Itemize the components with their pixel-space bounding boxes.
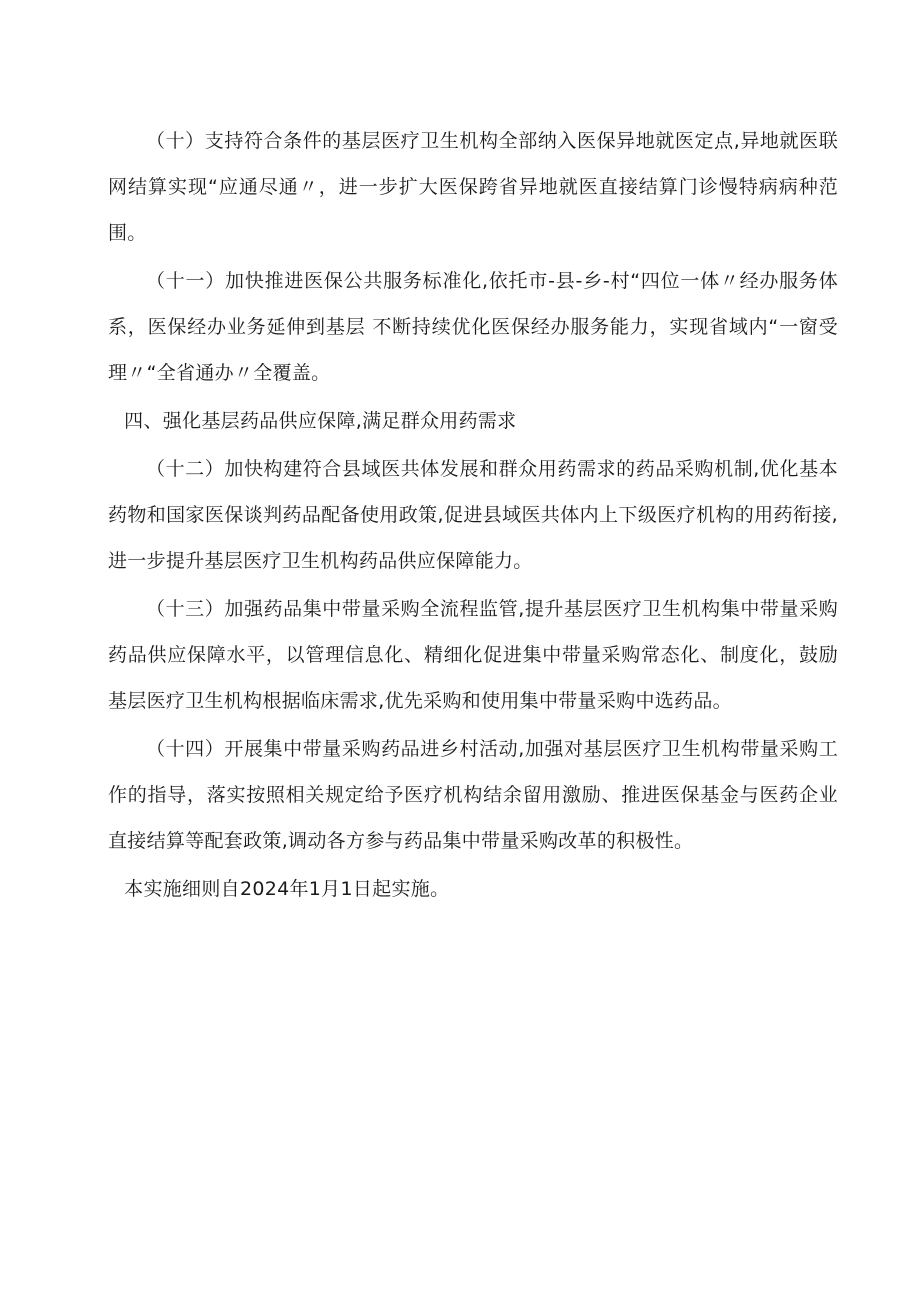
paragraph-item-13: （十三）加强药品集中带量采购全流程监管,提升基层医疗卫生机构集中带量采购药品供应保障水平，以管理信息化、精细化促进集中带量采购常态化、制度化，鼓励基层医疗卫生机构根据临床需求,优先采购和使用集中带量采购中选药品。 (108, 598, 838, 712)
paragraph-item-10: （十）支持符合条件的基层医疗卫生机构全部纳入医保异地就医定点,异地就医联网结算实现“应通尽通〃，进一步扩大医保跨省异地就医直接结算门诊慢特病病种范围。 (108, 130, 838, 244)
paragraph-item-11: （十一）加快推进医保公共服务标准化,依托市-县-乡-村“四位一体〃经办服务体系，医保经办业务延伸到基层 不断持续优化医保经办服务能力，实现省域内“一窗受理〃“全省通办〃全覆盖。 (108, 270, 838, 384)
paragraph-item-12: （十二）加快构建符合县域医共体发展和群众用药需求的药品采购机制,优化基本药物和国家医保谈判药品配备使用政策,促进县域医共体内上下级医疗机构的用药衔接,进一步提升基层医疗卫生机构药品供应保障能力。 (108, 458, 838, 572)
section-heading-4: 四、强化基层药品供应保障,满足群众用药需求 (124, 410, 517, 432)
document-page (108, 118, 838, 912)
paragraph-item-14: （十四）开展集中带量采购药品进乡村活动,加强对基层医疗卫生机构带量采购工作的指导，落实按照相关规定给予医疗机构结余留用激励、推进医保基金与医药企业直接结算等配套政策,调动各方参与药品集中带量采购改革的积极性。 (108, 738, 838, 852)
effective-date-statement: 本实施细则自2024年1月1日起实施。 (124, 878, 450, 900)
